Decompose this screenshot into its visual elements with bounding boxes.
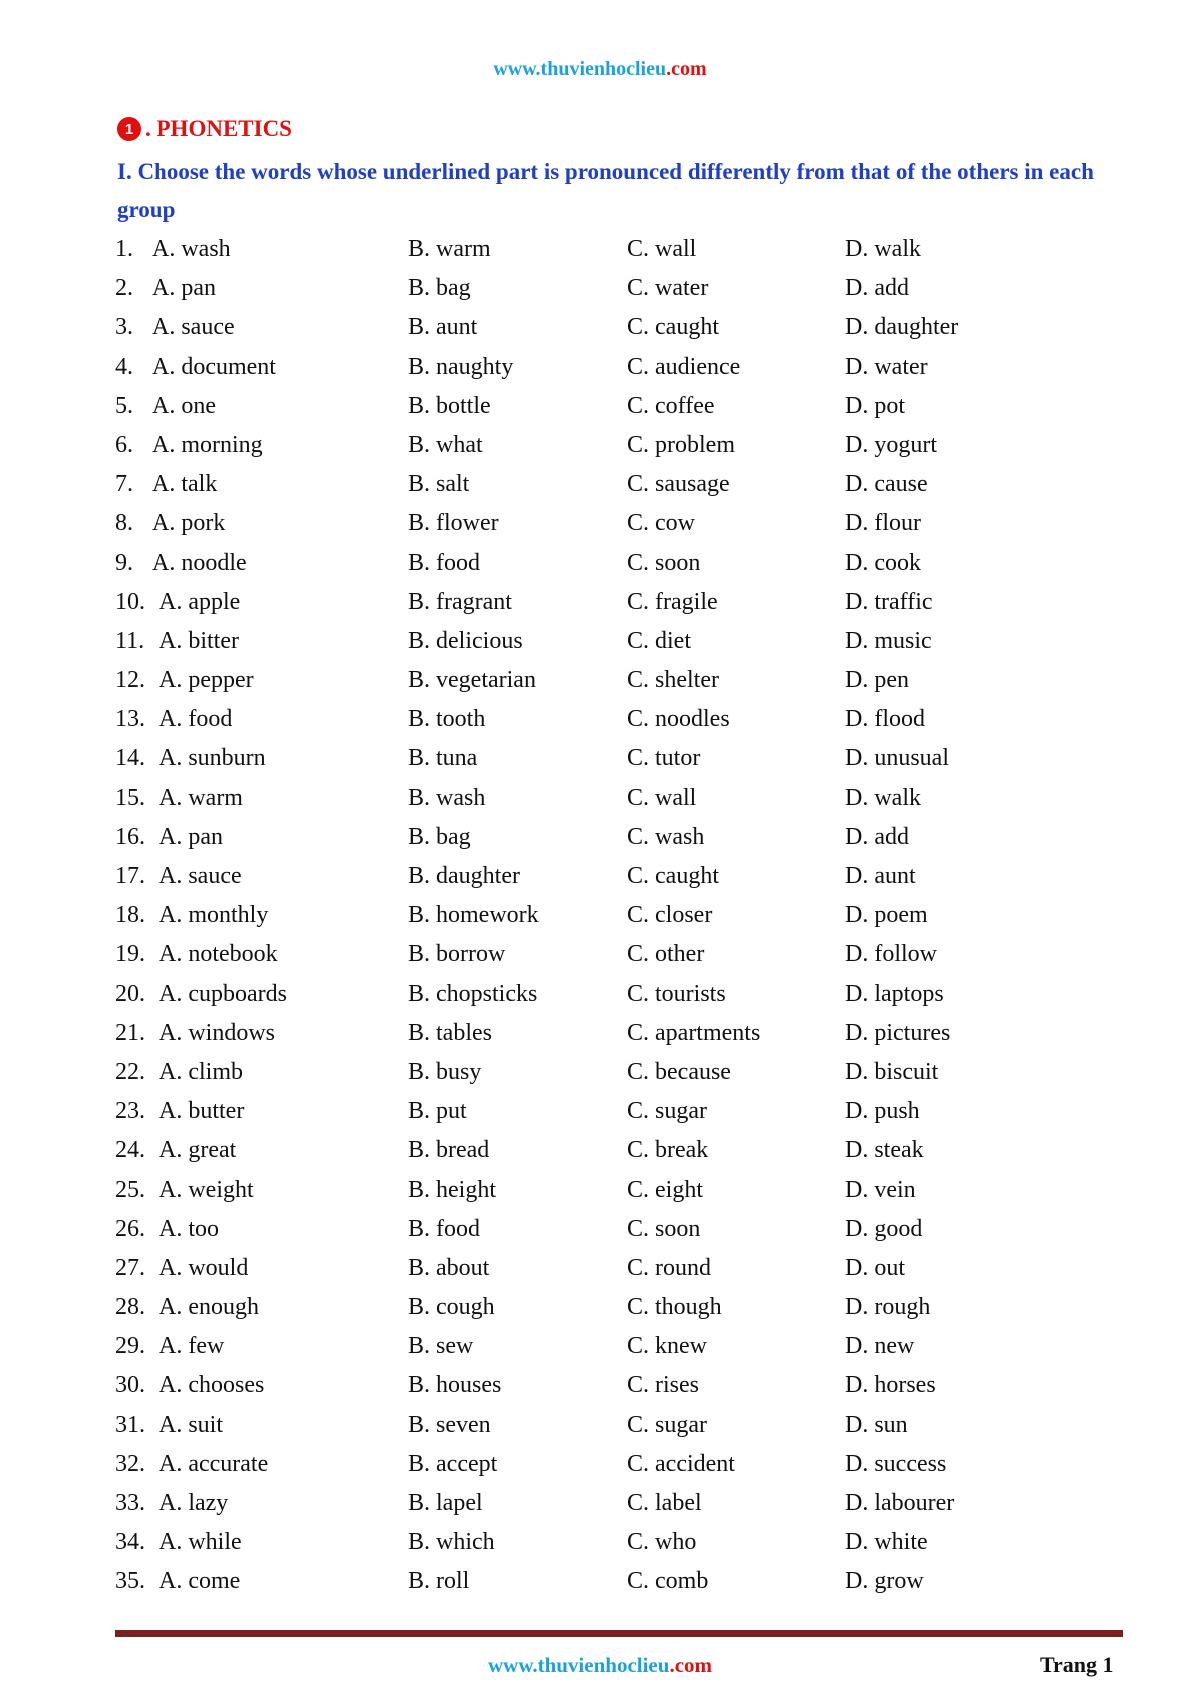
question-row [0, 935, 1200, 974]
option-a: A. sauce [152, 314, 235, 341]
option-d: D. horses [845, 1372, 936, 1399]
question-row [0, 1288, 1200, 1327]
question-row [0, 1092, 1200, 1131]
question-number: 5. [115, 392, 133, 419]
question-number: 11. [115, 627, 145, 654]
question-number: 12. [115, 667, 145, 694]
option-a: A. would [159, 1254, 249, 1281]
option-b: B. borrow [408, 941, 506, 968]
question-row [0, 387, 1200, 426]
footer-divider [115, 1630, 1123, 1637]
question-number: 25. [115, 1176, 145, 1203]
option-d: D. unusual [845, 745, 949, 772]
option-b: B. houses [408, 1372, 502, 1399]
option-d: D. add [845, 823, 909, 850]
option-d: D. new [845, 1333, 915, 1360]
question-number: 35. [115, 1568, 145, 1595]
question-row [0, 1406, 1200, 1445]
question-row [0, 1171, 1200, 1210]
option-a: A. chooses [159, 1372, 265, 1399]
option-c: C. tourists [627, 980, 726, 1007]
option-c: C. eight [627, 1176, 703, 1203]
question-row [0, 269, 1200, 308]
question-number: 3. [115, 314, 133, 341]
question-row [0, 779, 1200, 818]
option-c: C. who [627, 1529, 697, 1556]
option-b: B. accept [408, 1450, 498, 1477]
option-a: A. butter [159, 1098, 245, 1125]
header-url-main: www.thuvienhoclieu [493, 58, 667, 80]
question-number: 20. [115, 980, 145, 1007]
question-number: 7. [115, 471, 133, 498]
option-c: C. wash [627, 823, 705, 850]
option-d: D. cook [845, 549, 921, 576]
option-d: D. labourer [845, 1490, 955, 1516]
option-b: B. bag [408, 823, 471, 850]
option-a: A. pan [159, 823, 223, 850]
option-a: A. notebook [159, 941, 278, 968]
question-number: 21. [115, 1019, 145, 1046]
question-row [0, 1484, 1200, 1523]
question-number: 33. [115, 1490, 145, 1516]
option-d: D. laptops [845, 980, 944, 1007]
option-a: A. food [159, 706, 233, 733]
page-number: Trang 1 [1040, 1652, 1114, 1677]
option-d: D. cause [845, 471, 928, 498]
option-d: D. rough [845, 1294, 931, 1321]
option-c: C. sugar [627, 1411, 707, 1438]
question-row [0, 504, 1200, 543]
option-c: C. accident [627, 1450, 735, 1477]
option-d: D. poem [845, 902, 928, 929]
question-row [0, 426, 1200, 465]
question-row [0, 661, 1200, 700]
option-b: B. tuna [408, 745, 478, 772]
option-a: A. apple [159, 588, 241, 615]
option-a: A. pork [152, 510, 226, 537]
option-d: D. out [845, 1254, 905, 1281]
option-b: B. daughter [408, 863, 520, 889]
option-a: A. enough [159, 1294, 259, 1321]
option-c: C. break [627, 1137, 709, 1164]
option-b: B. naughty [408, 353, 514, 380]
question-row [0, 1562, 1200, 1601]
option-d: D. flood [845, 706, 925, 733]
question-row [0, 975, 1200, 1014]
option-c: C. cow [627, 510, 695, 537]
question-row [0, 1210, 1200, 1249]
question-row [0, 896, 1200, 935]
question-row [0, 1131, 1200, 1170]
question-number: 34. [115, 1529, 145, 1556]
question-number: 2. [115, 275, 133, 302]
option-d: D. vein [845, 1176, 916, 1203]
option-d: D. add [845, 275, 909, 302]
option-a: A. warm [159, 784, 243, 811]
option-a: A. sauce [159, 863, 242, 889]
option-b: B. flower [408, 510, 499, 537]
question-number: 19. [115, 941, 145, 968]
option-b: B. warm [408, 236, 491, 262]
option-c: C. water [627, 275, 709, 302]
option-a: A. talk [152, 471, 218, 498]
option-c: C. other [627, 941, 705, 968]
option-b: B. food [408, 549, 480, 576]
option-b: B. seven [408, 1411, 491, 1438]
question-number: 8. [115, 510, 133, 537]
option-b: B. tooth [408, 706, 486, 733]
option-a: A. suit [159, 1411, 224, 1438]
question-number: 13. [115, 706, 145, 733]
option-a: A. wash [152, 236, 231, 262]
question-list [0, 230, 1200, 1602]
question-number: 14. [115, 745, 145, 772]
option-d: D. sun [845, 1411, 908, 1438]
footer-url-tld: .com [669, 1653, 713, 1677]
option-c: C. rises [627, 1372, 699, 1399]
option-d: D. pen [845, 667, 909, 694]
option-b: B. chopsticks [408, 980, 538, 1007]
option-c: C. soon [627, 1215, 701, 1242]
option-c: C. round [627, 1254, 711, 1281]
section-heading [117, 116, 292, 142]
footer-website-link[interactable] [0, 1653, 1200, 1678]
question-number: 1. [115, 236, 133, 262]
option-b: B. which [408, 1529, 495, 1556]
option-b: B. tables [408, 1019, 492, 1046]
question-row [0, 1523, 1200, 1562]
option-b: B. salt [408, 471, 470, 498]
option-a: A. bitter [159, 627, 239, 654]
question-row [0, 622, 1200, 661]
option-c: C. tutor [627, 745, 701, 772]
option-c: C. noodles [627, 706, 730, 733]
question-row [0, 1249, 1200, 1288]
question-row [0, 857, 1200, 896]
option-a: A. come [159, 1568, 241, 1595]
option-c: C. diet [627, 627, 691, 654]
question-row [0, 739, 1200, 778]
option-a: A. climb [159, 1058, 243, 1085]
option-c: C. sugar [627, 1098, 707, 1125]
option-d: D. flour [845, 510, 921, 537]
section-title: . PHONETICS [145, 116, 292, 141]
question-number: 29. [115, 1333, 145, 1360]
option-b: B. bread [408, 1137, 490, 1164]
option-b: B. lapel [408, 1490, 483, 1516]
question-number: 31. [115, 1411, 145, 1438]
question-row [0, 308, 1200, 347]
option-a: A. cupboards [159, 980, 287, 1007]
question-row [0, 465, 1200, 504]
question-number: 18. [115, 902, 145, 929]
option-b: B. delicious [408, 627, 523, 654]
option-b: B. homework [408, 902, 539, 929]
question-number: 27. [115, 1254, 145, 1281]
option-a: A. pepper [159, 667, 254, 694]
option-a: A. document [152, 353, 276, 380]
option-c: C. though [627, 1294, 722, 1321]
question-row [0, 348, 1200, 387]
question-row [0, 700, 1200, 739]
header-url-tld: .com [666, 58, 707, 80]
option-c: C. caught [627, 314, 719, 341]
option-d: D. push [845, 1098, 920, 1125]
question-number: 30. [115, 1372, 145, 1399]
option-b: B. bag [408, 275, 471, 302]
option-d: D. walk [845, 784, 921, 811]
option-a: A. few [159, 1333, 225, 1360]
option-b: B. aunt [408, 314, 478, 341]
option-c: C. coffee [627, 392, 715, 419]
question-row [0, 1053, 1200, 1092]
option-b: B. about [408, 1254, 490, 1281]
question-row [0, 544, 1200, 583]
option-b: B. wash [408, 784, 486, 811]
option-c: C. sausage [627, 471, 730, 498]
option-c: C. wall [627, 236, 697, 262]
option-c: C. closer [627, 902, 713, 929]
option-b: B. sew [408, 1333, 474, 1360]
question-number: 26. [115, 1215, 145, 1242]
option-b: B. busy [408, 1058, 482, 1085]
option-d: D. aunt [845, 863, 916, 889]
question-number: 22. [115, 1058, 145, 1085]
option-c: C. comb [627, 1568, 709, 1595]
option-d: D. grow [845, 1568, 924, 1595]
option-b: B. cough [408, 1294, 495, 1321]
option-c: C. soon [627, 549, 701, 576]
question-number: 24. [115, 1137, 145, 1164]
option-b: B. height [408, 1176, 496, 1203]
option-b: B. bottle [408, 392, 491, 419]
option-a: A. lazy [159, 1490, 229, 1516]
option-a: A. sunburn [159, 745, 266, 772]
question-number: 4. [115, 353, 133, 380]
option-d: D. yogurt [845, 431, 937, 458]
option-d: D. steak [845, 1137, 924, 1164]
option-c: C. fragile [627, 588, 718, 615]
question-number: 17. [115, 863, 145, 889]
option-d: D. traffic [845, 588, 933, 615]
header-website-link[interactable] [0, 58, 1200, 81]
question-number: 6. [115, 431, 133, 458]
question-row [0, 818, 1200, 857]
option-c: C. caught [627, 863, 719, 889]
footer-url-main: www.thuvienhoclieu [487, 1653, 670, 1677]
option-a: A. windows [159, 1019, 276, 1046]
question-number: 16. [115, 823, 145, 850]
option-a: A. pan [152, 275, 216, 302]
option-c: C. shelter [627, 667, 719, 694]
option-b: B. vegetarian [408, 667, 536, 694]
exercise-instruction: I. Choose the words whose underlined part is pronounced differently from that of the others in each group [117, 159, 1094, 222]
option-a: A. great [159, 1137, 237, 1164]
option-c: C. because [627, 1058, 731, 1085]
option-c: C. wall [627, 784, 697, 811]
option-a: A. morning [152, 431, 263, 458]
option-c: C. audience [627, 353, 741, 380]
question-number: 23. [115, 1098, 145, 1125]
question-row [0, 1014, 1200, 1053]
option-d: D. water [845, 353, 928, 380]
option-d: D. white [845, 1529, 928, 1556]
question-row [0, 230, 1200, 269]
option-d: D. walk [845, 236, 921, 262]
section-number-badge: 1 [117, 117, 141, 141]
option-c: C. label [627, 1490, 702, 1516]
question-number: 28. [115, 1294, 145, 1321]
option-a: A. noodle [152, 549, 247, 576]
option-b: B. roll [408, 1568, 470, 1595]
question-number: 10. [115, 588, 145, 615]
question-row [0, 1366, 1200, 1405]
question-row [0, 583, 1200, 622]
option-b: B. food [408, 1215, 480, 1242]
option-d: D. biscuit [845, 1058, 939, 1085]
question-row [0, 1327, 1200, 1366]
question-number: 9. [115, 549, 133, 576]
option-a: A. weight [159, 1176, 254, 1203]
option-c: C. knew [627, 1333, 707, 1360]
question-number: 32. [115, 1450, 145, 1477]
option-a: A. accurate [159, 1450, 269, 1477]
option-a: A. too [159, 1215, 219, 1242]
option-d: D. good [845, 1215, 923, 1242]
option-a: A. monthly [159, 902, 269, 929]
option-d: D. pictures [845, 1019, 951, 1046]
option-a: A. while [159, 1529, 242, 1556]
option-d: D. daughter [845, 314, 959, 341]
option-d: D. follow [845, 941, 937, 968]
option-c: C. problem [627, 431, 735, 458]
option-d: D. success [845, 1450, 947, 1477]
option-b: B. put [408, 1098, 467, 1125]
option-b: B. fragrant [408, 588, 512, 615]
question-number: 15. [115, 784, 145, 811]
question-row [0, 1445, 1200, 1484]
option-d: D. pot [845, 392, 905, 419]
option-c: C. apartments [627, 1019, 761, 1046]
option-d: D. music [845, 627, 932, 654]
option-a: A. one [152, 392, 216, 419]
option-b: B. what [408, 431, 483, 458]
